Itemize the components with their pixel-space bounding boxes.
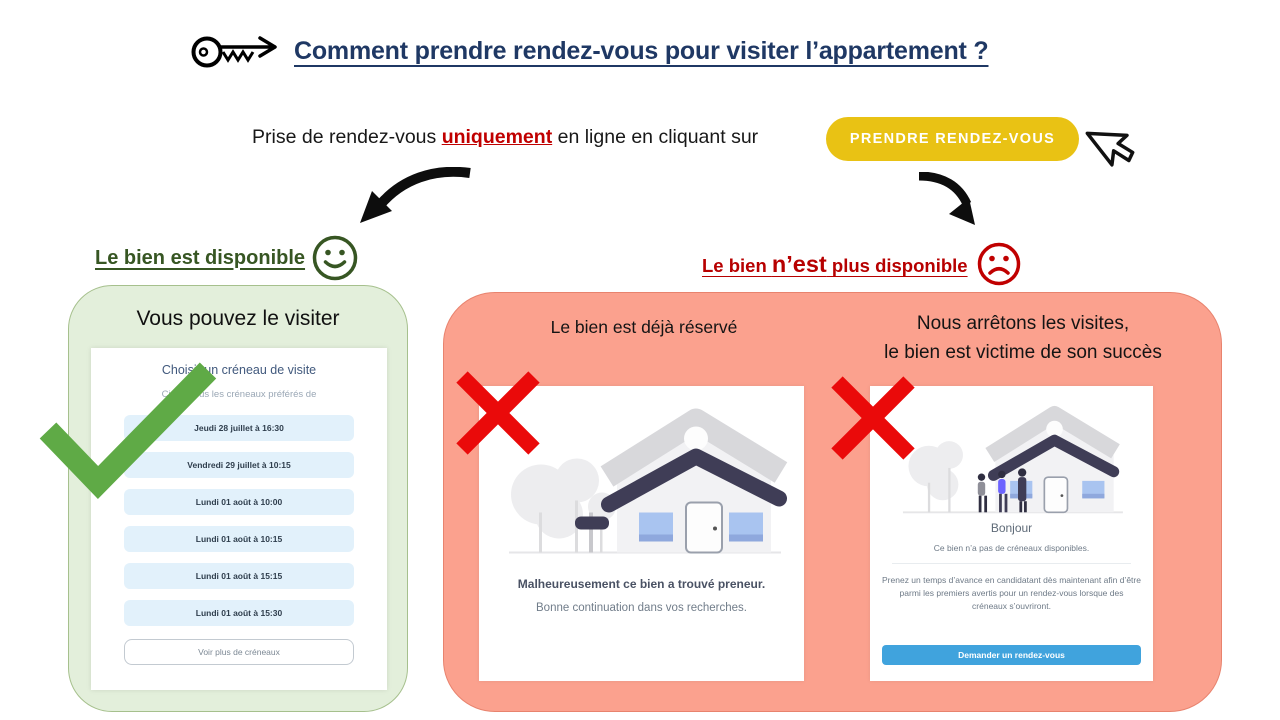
slot-button[interactable]: Lundi 01 août à 10:15 xyxy=(124,526,354,552)
stopped-title-line1: Nous arrêtons les visites, xyxy=(916,313,1130,334)
slot-button[interactable]: Jeudi 28 juillet à 16:30 xyxy=(124,415,354,441)
reserved-message-bold: Malheureusement ce bien a trouvé preneur. xyxy=(517,577,766,591)
arrow-to-available-icon xyxy=(358,167,473,225)
demander-rendez-vous-button[interactable]: Demander un rendez-vous xyxy=(882,645,1141,665)
available-panel-title: Vous pouvez le visiter xyxy=(136,307,340,330)
stopped-no-slots-text: Ce bien n’a pas de créneaux disponibles. xyxy=(933,543,1090,553)
key-icon xyxy=(190,28,282,74)
unavailable-panel xyxy=(443,292,1222,712)
sad-face-icon xyxy=(976,241,1022,287)
stopped-title-line2: le bien est victime de son succès xyxy=(884,342,1162,363)
mouse-cursor-icon xyxy=(1082,118,1146,178)
unavailable-label-emph: n’est xyxy=(771,250,827,277)
available-label-row xyxy=(95,234,359,282)
slot-button[interactable]: Lundi 01 août à 15:15 xyxy=(124,563,354,589)
page-title: Comment prendre rendez-vous pour visiter l’appartement ? xyxy=(294,36,989,65)
slot-button[interactable]: Lundi 01 août à 15:30 xyxy=(124,600,354,626)
arrow-to-unavailable-icon xyxy=(915,172,977,227)
intro-text xyxy=(252,126,758,149)
intro-prefix: Prise de rendez-vous xyxy=(252,126,442,148)
more-slots-button[interactable]: Voir plus de créneaux xyxy=(124,639,354,665)
divider xyxy=(892,563,1131,564)
unavailable-label-row xyxy=(702,241,1022,287)
prendre-rendez-vous-button[interactable]: PRENDRE RENDEZ-VOUS xyxy=(826,117,1079,161)
booking-widget-title: Choisir un créneau de visite xyxy=(161,363,317,377)
red-cross-icon xyxy=(448,363,548,463)
red-cross-icon xyxy=(823,368,923,468)
slot-button[interactable]: Lundi 01 août à 10:00 xyxy=(124,489,354,515)
unavailable-label-suffix: plus disponible xyxy=(826,254,968,276)
reserved-title: Le bien est déjà réservé xyxy=(550,317,738,337)
stopped-title xyxy=(832,309,1214,367)
stopped-advice-text: Prenez un temps d’avance en candidatant dès maintenant afin d’être parmi les premiers avertis pour un rendez-vous lorsque des créneaux s’ouvriront. xyxy=(882,575,1141,612)
green-checkmark-icon xyxy=(38,360,218,500)
stopped-greeting: Bonjour xyxy=(990,521,1033,535)
intro-suffix: en ligne en cliquant sur xyxy=(552,126,759,148)
unavailable-label-prefix: Le bien xyxy=(702,254,772,276)
available-label: Le bien est disponible xyxy=(95,246,306,269)
booking-widget-subtitle: Ci-dessous les créneaux préférés de xyxy=(161,389,317,400)
title-row xyxy=(190,28,989,74)
slot-button[interactable]: Vendredi 29 juillet à 10:15 xyxy=(124,452,354,478)
intro-highlight: uniquement xyxy=(441,126,553,148)
unavailable-label xyxy=(702,251,968,278)
smiley-face-icon xyxy=(311,234,359,282)
reserved-message: Bonne continuation dans vos recherches. xyxy=(536,602,747,614)
